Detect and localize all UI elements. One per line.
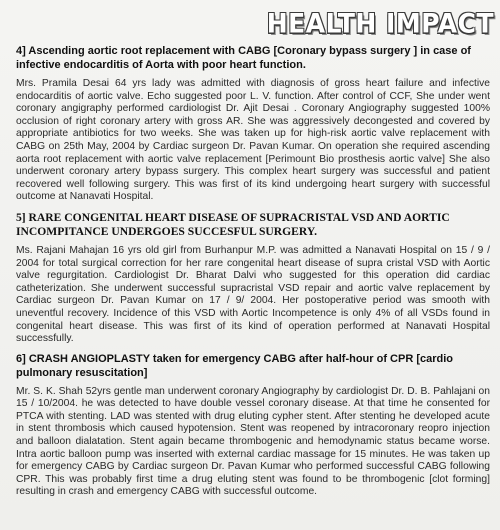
section-body: Mr. S. K. Shah 52yrs gentle man underwent coronary Angiography by cardiologist Dr. D. B. Pahlajani on 15 / 10/2004. he was detected to have double vessel coronary disease. At that time he consented for PTCA with stenting. LAD was stented with drug eluting cypher stent. After stenting he developed acute in stent thrombosis which caused hypotension. Stent was reopened by intracoronary reopro injection and balloon dialatation. Stent again became thrombogenic and hemodynamic status became worse. Intra aortic balloon pump was inserted with external cardiac massage for 15 minutes. He was taken up for emergency CABG by Cardiac surgeon Dr. Pavan Kumar who performed successful CABG following CPR. This was probably first time a drug eluting stent was found to be thrombogenic [clot forming] resulting in crash and emergency CABG with successful outcome. (16, 385, 490, 498)
section-body: Ms. Rajani Mahajan 16 yrs old girl from Burhanpur M.P. was admitted a Nanavati Hospital on 15 / 9 / 2004 for total surgical correction for her rare congenital heart disease of supra cristal VSD with Aortic valve regurgitation. Cardiologist Dr. Bharat Dalvi who suggested for this operation did cardiac catheterization. She underwent successful supracristal VSD repair and aortic valve replacement by Cardiac surgeon Dr. Pavan Kumar on 17 / 9/ 2004. Her postoperative period was smooth with uneventful recovery. Incidence of this VSD with Aortic Incompetence is only 4% of all VSDs found in congenital heart disease. This was first of its kind of operation performed at Nanavati Hospital successfully. (16, 244, 490, 345)
case-section-6 (16, 352, 490, 499)
section-body: Mrs. Pramila Desai 64 yrs lady was admitted with diagnosis of gross heart failure and infective endocarditis of aortic valve. Echo suggested poor L. V. function. After control of CCF, She under went coronary angigraphy performed cardiologist Dr. Ajit Desai . Coronary Angiography suggested 100% occlusion of right coronary artery with gross AR. She was aggressively decongested and covered by appropriate antibiotics for two weeks. She was taken up for high-risk aortic valve replacement with CABG on 25th May, 2004 by Cardiac surgeon Dr. Pavan Kumar. On operation she required ascending aorta root replacement with aortic valve replacement [Perimount Bio prosthesis aortic valve] She also underwent coronary artery bypass surgery. This complex heart surgery was successful and patient recovered well following surgery. This was first of its kind undergoing heart surgery with successful outcome at Nanavati Hospital. (16, 78, 490, 203)
section-heading: 5] RARE CONGENITAL HEART DISEASE OF SUPRACRISTAL VSD AND AORTIC INCOMPITANCE UNDERGOES SUCCESFUL SURGERY. (16, 210, 450, 238)
section-heading: 4] Ascending aortic root replacement with CABG [Coronary bypass surgery ] in case of infective endocarditis of Aorta with poor heart function. (16, 45, 471, 71)
case-section-5 (16, 211, 490, 346)
masthead (267, 6, 494, 40)
section-heading: 6] CRASH ANGIOPLASTY taken for emergency CABG after half-hour of CPR [cardio pulmonary resuscitation] (16, 352, 454, 379)
article-content (16, 44, 490, 499)
case-section-4 (16, 44, 490, 204)
masthead-title: HEALTH IMPACT (266, 7, 494, 39)
